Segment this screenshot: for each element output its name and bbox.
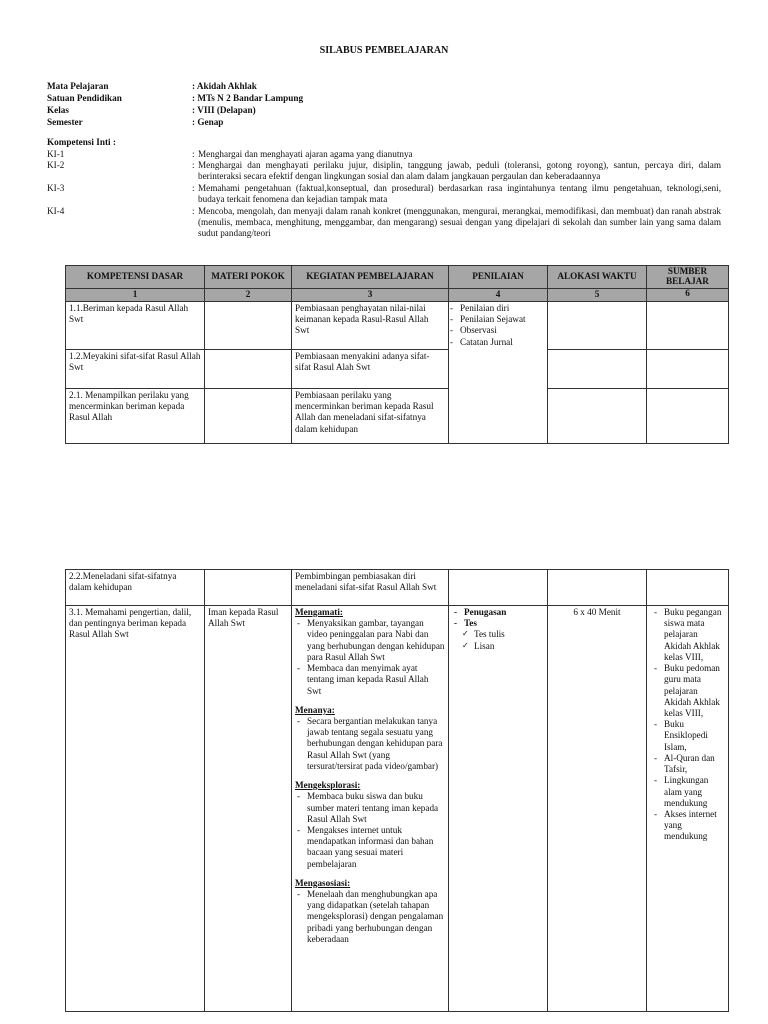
alokasi-cell: [548, 389, 647, 444]
ki-heading: Kompetensi Inti :: [47, 137, 116, 147]
table-row: [66, 302, 729, 350]
kegiatan-cell: Pembiasaan menyakini adanya sifat-sifat Rasul Alah Swt: [292, 350, 449, 389]
alokasi-cell: [548, 302, 647, 350]
list-item: - Penugasan: [464, 607, 544, 618]
column-number: 6: [647, 289, 729, 302]
table-header-row: [66, 266, 729, 289]
list-item: - Tes: [464, 618, 544, 629]
sumber-cell: [647, 606, 729, 1012]
info-label: Kelas: [47, 105, 69, 115]
penilaian-cell: [449, 570, 548, 606]
ki-text: Menghargai dan menghayati perilaku jujur, disiplin, tanggung jawab, peduli (toleransi, gotong royong), santun, percaya diri, dalam berinteraksi secara efektif dengan lingkungan sosial dan alam dalam jangkauan pergaulan dan keberadaannya: [198, 160, 721, 182]
section-mengasosiasi: Mengasosiasi:: [295, 877, 351, 888]
info-row-subject: [47, 81, 303, 93]
column-number: 1: [66, 289, 205, 302]
ki-code: KI-4: [47, 206, 65, 216]
alokasi-cell: [548, 350, 647, 389]
list-item: - Al-Quran dan Tafsir,: [664, 753, 725, 775]
column-number: 4: [449, 289, 548, 302]
penilaian-list: [452, 303, 544, 348]
sumber-list: [650, 607, 725, 843]
kegiatan-cell: Pembimbingan pembiasakan diri meneladani sifat-sifat Rasul Allah Swt: [292, 570, 449, 606]
info-label: Satuan Pendidikan: [47, 93, 122, 103]
info-row-semester: [47, 117, 303, 129]
mengasosiasi-list: [295, 889, 445, 945]
penilaian-list: [452, 607, 544, 629]
list-item: - Buku Ensiklopedi Islam,: [664, 719, 725, 753]
list-item: - Membaca dan menyimak ayat tentang iman kepada Rasul Allah Swt: [307, 663, 445, 697]
header-kegiatan: KEGIATAN PEMBELAJARAN: [292, 266, 449, 289]
syllabus-table-page2: [65, 569, 729, 1012]
penilaian-cell: [449, 302, 548, 444]
column-number: 5: [548, 289, 647, 302]
syllabus-table-page1: [65, 265, 729, 444]
sumber-cell: [647, 302, 729, 350]
list-item: ✓ Tes tulis: [474, 629, 544, 640]
ki-text: Menghargai dan menghayati ajaran agama yang dianutnya: [198, 149, 413, 159]
list-item: - Secara bergantian melakukan tanya jawab tentang segala sesuatu yang berhubungan dengan kehidupan para Rasul Allah Swt (yang tersurat/tersirat pada video/gambar): [307, 716, 445, 772]
ki-text: Memahami pengetahuan (faktual,konseptual, dan prosedural) berdasarkan rasa ingintahunya tentang ilmu pengetahuan, teknologi,seni, budaya terkait fenomena dan kejadian tampak mata: [198, 183, 721, 205]
info-label: Semester: [47, 117, 83, 127]
section-mengeksplorasi: Mengeksplorasi:: [295, 780, 361, 791]
materi-cell: [205, 389, 292, 444]
ki-code: KI-3: [47, 183, 65, 193]
header-penilaian: PENILAIAN: [449, 266, 548, 289]
header-alokasi-waktu: ALOKASI WAKTU: [548, 266, 647, 289]
info-value: : VIII (Delapan): [192, 105, 256, 115]
sumber-cell: [647, 570, 729, 606]
ki-code: KI-2: [47, 160, 65, 170]
column-number: 2: [205, 289, 292, 302]
list-item: - Penilaian diri: [460, 303, 544, 314]
tes-list: [452, 629, 544, 651]
list-item: - Membaca buku siswa dan buku sumber materi tentang iman kepada Rasul Allah Swt: [307, 791, 445, 825]
header-kompetensi-dasar: KOMPETENSI DASAR: [66, 266, 205, 289]
alokasi-cell: [548, 570, 647, 606]
ki-code: KI-1: [47, 149, 65, 159]
table-row: [66, 389, 729, 444]
kd-cell: 2.1. Menampilkan perilaku yang mencerminkan beriman kepada Rasul Allah: [66, 389, 205, 444]
materi-cell: Iman kepada Rasul Allah Swt: [205, 606, 292, 1012]
sumber-cell: [647, 350, 729, 389]
kegiatan-cell: Pembiasaan penghayatan nilai-nilai keimanan kepada Rasul-Rasul Allah Swt: [292, 302, 449, 350]
column-number-row: [66, 289, 729, 302]
mengamati-list: [295, 618, 445, 697]
table-row: [66, 570, 729, 606]
kd-cell: 1.2.Meyakini sifat-sifat Rasul Allah Swt: [66, 350, 205, 389]
materi-cell: [205, 350, 292, 389]
list-item: - Menyaksikan gambar, tayangan video peninggalan para Nabi dan yang berhubungan dengan kehidupan para Rasul Allah Swt: [307, 618, 445, 663]
info-value: : Genap: [192, 117, 224, 127]
list-item: - Catatan Jurnal: [460, 337, 544, 348]
list-item: - Menelaah dan menghubungkan apa yang didapatkan (setelah tahapan mengeksplorasi) dengan pengalaman pribadi yang berhubungan dengan keberadaan: [307, 889, 445, 945]
list-item: ✓ Lisan: [474, 641, 544, 652]
info-row-class: [47, 105, 303, 117]
list-item: - Buku pedoman guru mata pelajaran Akidah Akhlak kelas VIII,: [664, 663, 725, 719]
identity-block: [47, 81, 303, 129]
info-value: : MTs N 2 Bandar Lampung: [192, 93, 304, 103]
ki-text: Mencoba, mengolah, dan menyaji dalam ranah konkret (menggunakan, mengurai, merangkai, memodifikasi, dan membuat) dan ranah abstrak (menulis, membaca, menghitung, menggambar, dan mengarang) sesuai dengan yang dipelajari di sekolah dan sumber lain yang sama dalam sudut pandang/teori: [198, 206, 721, 239]
kegiatan-cell: Pembiasaan perilaku yang mencerminkan beriman kepada Rasul Allah dan meneladani sifat-sifatnya dalam kehidupan: [292, 389, 449, 444]
section-mengamati: Mengamati:: [295, 607, 343, 617]
table-row: [66, 606, 729, 1012]
mengeksplorasi-list: [295, 791, 445, 870]
header-materi-pokok: MATERI POKOK: [205, 266, 292, 289]
materi-cell: [205, 302, 292, 350]
kegiatan-cell: [292, 606, 449, 1012]
penilaian-cell: [449, 606, 548, 1012]
info-label: Mata Pelajaran: [47, 81, 109, 91]
column-number: 3: [292, 289, 449, 302]
alokasi-cell: 6 x 40 Menit: [548, 606, 647, 1012]
table-row: [66, 350, 729, 389]
list-item: - Observasi: [460, 325, 544, 336]
header-sumber-belajar: SUMBER BELAJAR: [647, 266, 729, 289]
list-item: - Mengakses internet untuk mendapatkan informasi dan bahan bacaan yang sesuai materi pembelajaran: [307, 825, 445, 870]
list-item: - Lingkungan alam yang mendukung: [664, 775, 725, 809]
list-item: - Akses internet yang mendukung: [664, 809, 725, 843]
info-row-school: [47, 93, 303, 105]
kd-cell: 1.1.Beriman kepada Rasul Allah Swt: [66, 302, 205, 350]
list-item: - Penilaian Sejawat: [460, 314, 544, 325]
sumber-cell: [647, 389, 729, 444]
menanya-list: [295, 716, 445, 772]
info-value: : Akidah Akhlak: [192, 81, 257, 91]
materi-cell: [205, 570, 292, 606]
list-item: - Buku pegangan siswa mata pelajaran Akidah Akhlak kelas VIII,: [664, 607, 725, 663]
kd-cell: 2.2.Meneladani sifat-sifatnya dalam kehidupan: [66, 570, 205, 606]
section-menanya: Menanya:: [295, 704, 335, 715]
kd-cell: 3.1. Memahami pengertian, dalil, dan pentingnya beriman kepada Rasul Allah Swt: [66, 606, 205, 1012]
document-title: SILABUS PEMBELAJARAN: [319, 45, 449, 56]
